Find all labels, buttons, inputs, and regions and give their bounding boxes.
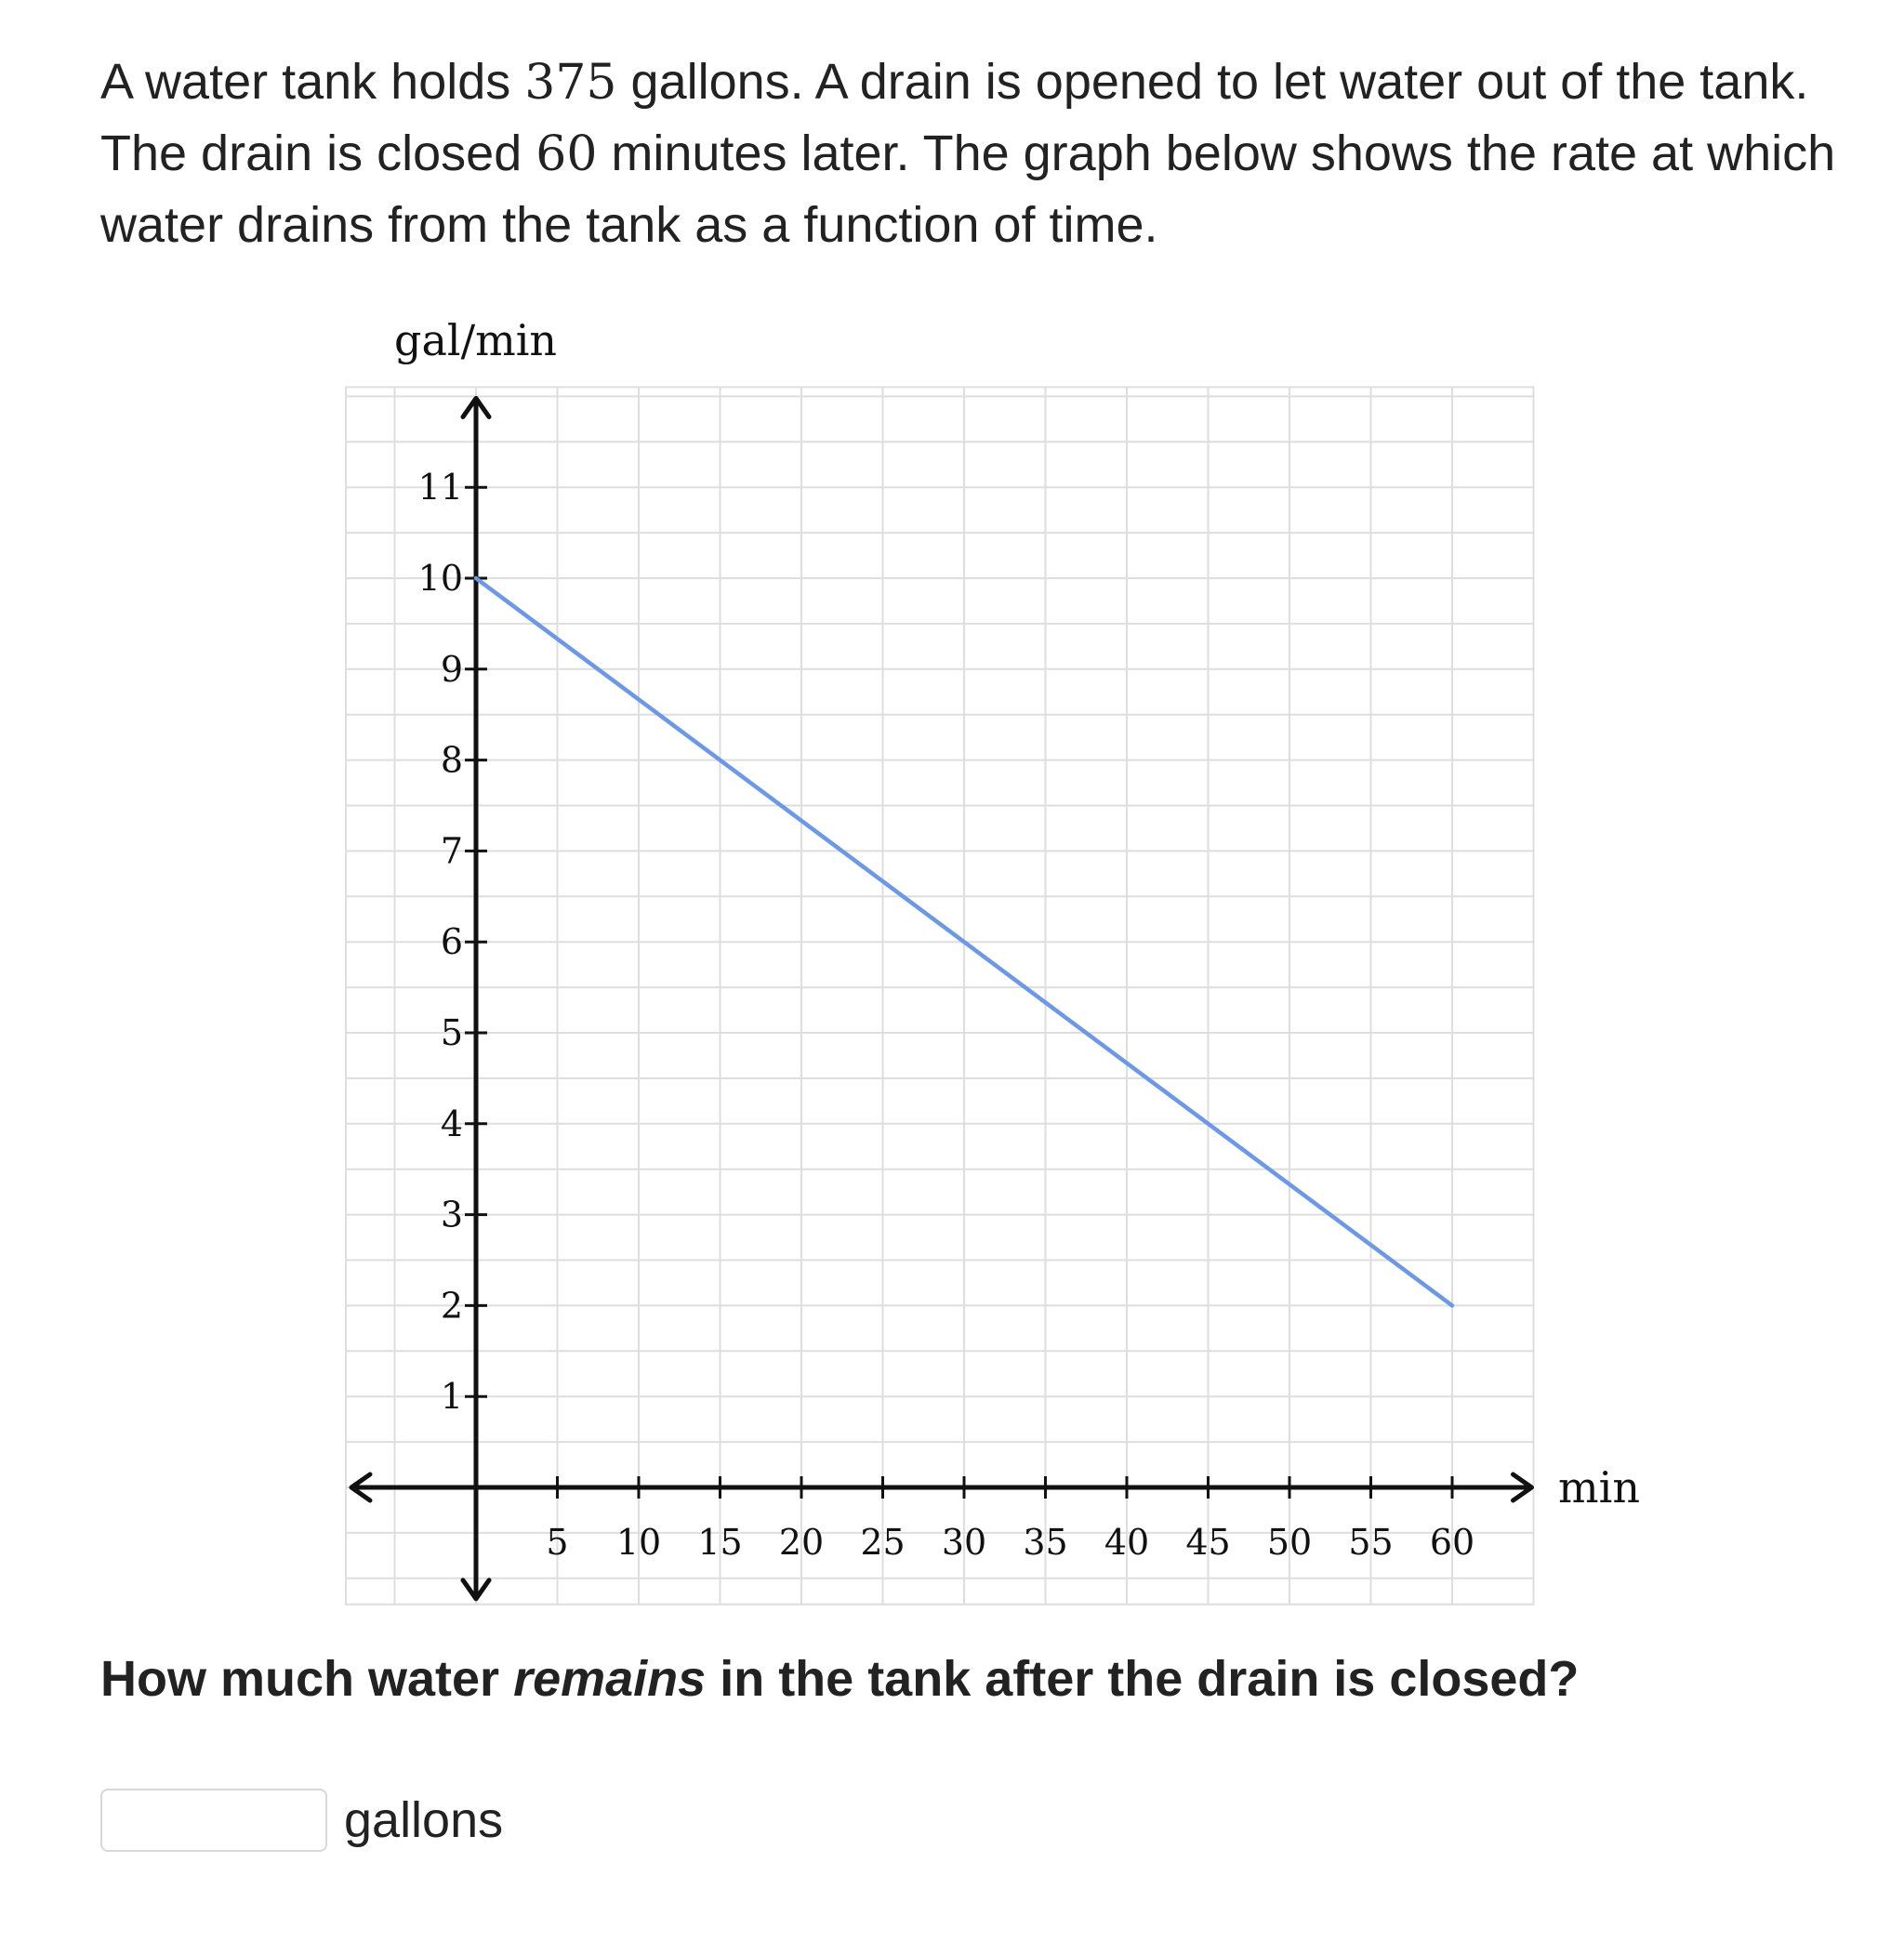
x-tick-label: 50 [1266, 1522, 1313, 1563]
question-emphasis: remains [513, 1651, 707, 1707]
graph-series [476, 578, 1452, 1305]
graph-grid [346, 387, 1534, 1604]
x-tick-label: 30 [941, 1522, 987, 1563]
drain-minutes-number: 60 [536, 126, 598, 182]
y-tick-label: 2 [440, 1285, 463, 1327]
problem-text-1: A water tank holds [100, 54, 525, 110]
y-tick-label: 11 [417, 467, 463, 509]
y-axis-arrow-up [463, 398, 489, 416]
question-part-2: in the tank after the drain is closed? [706, 1651, 1580, 1707]
y-tick-label: 9 [440, 648, 463, 690]
y-axis-arrow-down [463, 1580, 489, 1599]
x-tick-label: 20 [778, 1522, 825, 1563]
answer-row [100, 1785, 503, 1856]
x-tick-label: 55 [1348, 1522, 1394, 1563]
problem-text-2: gallons. A drain is opened to let water out of the tank. The drain is closed [100, 54, 1809, 181]
x-tick-label: 40 [1104, 1522, 1150, 1563]
question-part-1: How much water [100, 1651, 514, 1707]
x-tick-label: 60 [1429, 1522, 1475, 1563]
y-tick-label: 6 [440, 921, 463, 963]
x-axis-arrow-right [1514, 1474, 1532, 1500]
answer-unit-label: gallons [344, 1792, 504, 1848]
x-tick-label: 35 [1023, 1522, 1068, 1563]
problem-statement [100, 46, 1867, 260]
question-text [100, 1644, 1579, 1714]
graph-ticks [465, 487, 1452, 1499]
y-tick-label: 5 [440, 1012, 463, 1053]
y-tick-label: 1 [440, 1376, 463, 1418]
answer-input[interactable] [100, 1789, 327, 1852]
tank-capacity-number: 375 [524, 55, 617, 111]
graph-axes [351, 398, 1532, 1598]
x-tick-label: 15 [697, 1522, 743, 1563]
x-tick-label: 5 [546, 1522, 569, 1563]
problem-text-3: minutes later. The graph below shows the rate at which water drains from the tank as a function of time. [100, 125, 1836, 253]
grid-border [346, 387, 1534, 1604]
x-axis-arrow-left [351, 1474, 370, 1500]
x-tick-label: 45 [1185, 1522, 1231, 1563]
x-tick-label: 25 [860, 1522, 906, 1563]
graph-tick-labels [418, 467, 1475, 1563]
y-tick-label: 7 [440, 830, 463, 872]
y-tick-label: 4 [440, 1103, 463, 1144]
x-axis-label: min [1558, 1462, 1640, 1512]
y-axis-label: gal/min [394, 315, 558, 365]
y-tick-label: 8 [440, 739, 463, 781]
x-tick-label: 10 [615, 1522, 662, 1563]
rate-line [476, 578, 1452, 1305]
y-tick-label: 10 [417, 558, 463, 599]
y-tick-label: 3 [440, 1194, 463, 1235]
